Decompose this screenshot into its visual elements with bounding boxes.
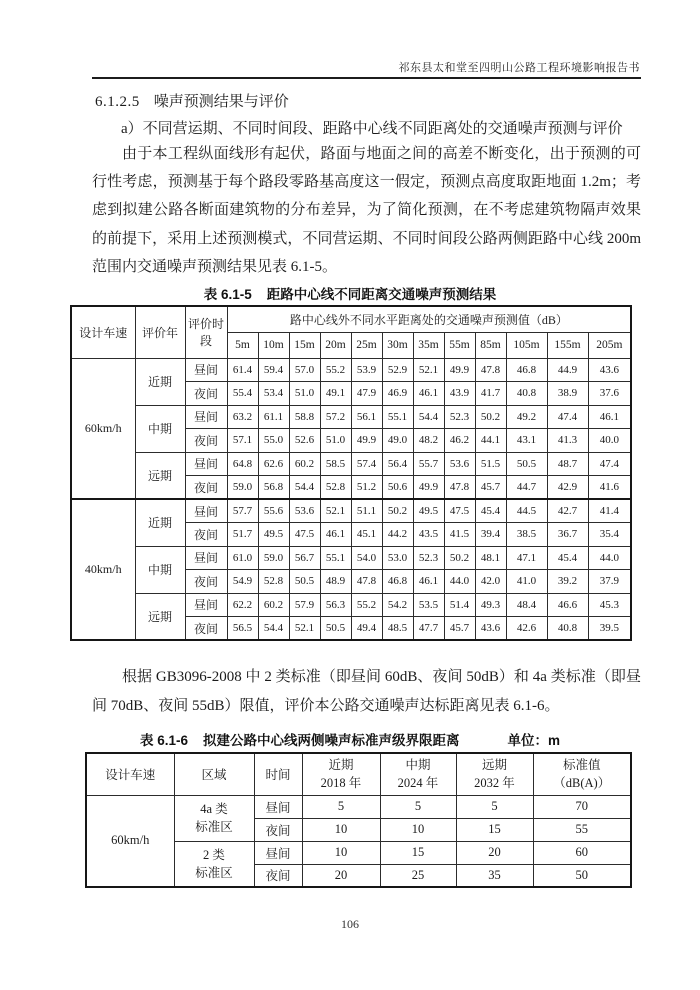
value-cell: 44.2 [382,523,413,547]
value-cell: 55.2 [320,358,351,382]
period-cell: 昼间 [185,499,227,523]
mid-term-header [380,753,456,795]
value-cell: 49.9 [351,429,382,453]
value-cell: 42.6 [506,617,547,641]
zone-cell [174,795,254,841]
value-cell: 52.1 [413,358,444,382]
value-cell: 54.4 [413,405,444,429]
value-cell: 53.9 [351,358,382,382]
value-cell: 56.4 [382,452,413,476]
value-cell: 51.1 [351,499,382,523]
value-cell: 60.2 [289,452,320,476]
value-cell: 56.7 [289,546,320,570]
header-divider [92,77,641,79]
distance-header: 20m [320,332,351,358]
value-cell: 46.1 [320,523,351,547]
value-cell: 49.9 [444,358,475,382]
zone-column-header: 区域 [174,753,254,795]
year-column-header: 评价年 [135,306,185,358]
value-cell: 48.4 [506,593,547,617]
value-cell: 61.1 [258,405,289,429]
value-cell: 47.7 [413,617,444,641]
value-cell: 55.4 [227,382,258,406]
distance-value-cell: 5 [380,795,456,818]
table-row [71,358,631,382]
value-cell: 42.9 [547,476,588,500]
value-cell: 50.5 [320,617,351,641]
value-cell: 54.0 [351,546,382,570]
value-cell: 37.6 [588,382,631,406]
value-cell: 46.2 [444,429,475,453]
value-cell: 51.4 [444,593,475,617]
period-cell: 昼间 [185,452,227,476]
near-term-label: 近期 [328,758,354,773]
value-cell: 64.8 [227,452,258,476]
zone-line-1: 4a 类 [200,801,228,816]
distance-header: 155m [547,332,588,358]
value-cell: 41.4 [588,499,631,523]
standard-value-unit: （dB(A)） [553,776,611,791]
value-cell: 47.5 [444,499,475,523]
value-cell: 55.7 [413,452,444,476]
table-row [71,452,631,476]
value-cell: 52.3 [444,405,475,429]
value-cell: 56.1 [351,405,382,429]
value-cell: 47.8 [351,570,382,594]
standard-value-header [533,753,631,795]
value-cell: 47.4 [547,405,588,429]
value-cell: 47.5 [289,523,320,547]
value-cell: 41.5 [444,523,475,547]
value-cell: 50.2 [475,405,506,429]
value-cell: 47.8 [444,476,475,500]
time-cell: 夜间 [254,864,302,887]
table-row [71,546,631,570]
standard-limit-table [85,752,632,888]
value-cell: 50.6 [382,476,413,500]
value-cell: 48.1 [475,546,506,570]
value-cell: 56.5 [227,617,258,641]
running-header: 祁东县太和堂至四明山公路工程环境影响报告书 [398,62,640,74]
standard-value-cell: 50 [533,864,631,887]
value-cell: 38.9 [547,382,588,406]
mid-term-year: 2024 年 [397,776,439,791]
distance-value-cell: 10 [380,818,456,841]
value-cell: 61.4 [227,358,258,382]
paragraph-2: 根据 GB3096-2008 中 2 类标准（即昼间 60dB、夜间 50dB）和 4a 类标准（即昼间 70dB、夜间 55dB）限值，评价本公路交通噪声达标距离见表 6.1-6。 [92,669,641,714]
value-cell: 52.1 [289,617,320,641]
value-cell: 61.0 [227,546,258,570]
speed-column-header: 设计车速 [86,753,174,795]
value-cell: 43.6 [588,358,631,382]
value-cell: 49.9 [413,476,444,500]
period-cell: 夜间 [185,617,227,641]
value-cell: 45.7 [475,476,506,500]
value-cell: 40.8 [506,382,547,406]
value-cell: 57.0 [289,358,320,382]
value-cell: 41.7 [475,382,506,406]
distance-header: 105m [506,332,547,358]
speed-cell: 60km/h [71,358,135,499]
table-6-1-6-caption [0,729,700,749]
speed-column-header: 设计车速 [71,306,135,358]
section-number: 6.1.2.5 [95,94,140,110]
table-6-1-5-caption-label: 表 6.1-5 [203,287,252,302]
value-cell: 52.6 [289,429,320,453]
value-cell: 44.0 [588,546,631,570]
value-cell: 53.4 [258,382,289,406]
value-cell: 47.4 [588,452,631,476]
value-cell: 43.5 [413,523,444,547]
value-cell: 43.9 [444,382,475,406]
value-cell: 54.4 [289,476,320,500]
value-cell: 46.1 [413,570,444,594]
table-row [71,405,631,429]
table-row [86,795,631,818]
period-cell: 昼间 [185,546,227,570]
value-cell: 62.2 [227,593,258,617]
value-cell: 51.7 [227,523,258,547]
value-cell: 50.2 [444,546,475,570]
year-cell: 近期 [135,358,185,405]
time-column-header: 时间 [254,753,302,795]
value-cell: 60.2 [258,593,289,617]
near-term-year: 2018 年 [320,776,362,791]
value-cell: 52.8 [258,570,289,594]
far-term-year: 2032 年 [474,776,515,791]
value-cell: 44.0 [444,570,475,594]
value-cell: 49.1 [320,382,351,406]
value-cell: 47.8 [475,358,506,382]
period-cell: 夜间 [185,382,227,406]
value-cell: 59.0 [258,546,289,570]
value-cell: 44.5 [506,499,547,523]
standard-value-cell: 55 [533,818,631,841]
period-cell: 昼间 [185,358,227,382]
distance-header: 30m [382,332,413,358]
year-cell: 远期 [135,593,185,640]
mid-term-label: 中期 [405,758,431,773]
page-number: 106 [341,917,359,931]
noise-prediction-table [70,305,632,641]
distance-value-cell: 20 [302,864,380,887]
value-cell: 42.7 [547,499,588,523]
distance-header: 205m [588,332,631,358]
far-term-header [456,753,533,795]
distance-value-cell: 20 [456,841,533,864]
value-cell: 49.3 [475,593,506,617]
year-cell: 中期 [135,405,185,452]
year-cell: 近期 [135,499,185,546]
value-cell: 55.2 [351,593,382,617]
table-row [71,499,631,523]
value-cell: 57.4 [351,452,382,476]
value-cell: 55.6 [258,499,289,523]
period-cell: 夜间 [185,570,227,594]
value-cell: 35.4 [588,523,631,547]
table-6-1-5-caption [0,283,700,303]
time-cell: 昼间 [254,795,302,818]
value-cell: 39.2 [547,570,588,594]
value-cell: 45.3 [588,593,631,617]
value-cell: 38.5 [506,523,547,547]
zone-cell [174,841,254,887]
distance-header: 25m [351,332,382,358]
time-cell: 夜间 [254,818,302,841]
year-cell: 中期 [135,546,185,593]
value-cell: 53.6 [289,499,320,523]
zone-line-2: 标准区 [195,865,233,880]
value-cell: 51.0 [320,429,351,453]
value-cell: 40.0 [588,429,631,453]
distance-header: 5m [227,332,258,358]
period-cell: 夜间 [185,523,227,547]
value-cell: 45.4 [547,546,588,570]
value-cell: 39.5 [588,617,631,641]
value-cell: 47.1 [506,546,547,570]
time-cell: 昼间 [254,841,302,864]
far-term-label: 远期 [481,758,507,773]
value-cell: 46.8 [382,570,413,594]
period-column-header: 评价时段 [185,306,227,358]
value-cell: 55.0 [258,429,289,453]
table-6-1-6-caption-label: 表 6.1-6 [139,733,188,748]
value-cell: 53.6 [444,452,475,476]
near-term-header [302,753,380,795]
value-cell: 46.8 [506,358,547,382]
value-cell: 53.5 [413,593,444,617]
standard-value-label: 标准值 [562,758,601,773]
value-cell: 45.4 [475,499,506,523]
value-cell: 48.9 [320,570,351,594]
value-cell: 51.0 [289,382,320,406]
section-title: 噪声预测结果与评价 [153,94,289,110]
section-heading [95,90,289,111]
zone-line-2: 标准区 [195,820,233,834]
distance-header: 55m [444,332,475,358]
subsection-a: a）不同营运期、不同时间段、距路中心线不同距离处的交通噪声预测与评价 [121,121,623,137]
value-cell: 49.2 [506,405,547,429]
value-cell: 36.7 [547,523,588,547]
value-cell: 43.1 [506,429,547,453]
distance-header: 35m [413,332,444,358]
distance-value-cell: 35 [456,864,533,887]
value-cell: 49.4 [351,617,382,641]
year-cell: 远期 [135,452,185,499]
value-cell: 44.9 [547,358,588,382]
value-cell: 46.1 [413,382,444,406]
distance-value-cell: 15 [456,818,533,841]
distance-value-cell: 15 [380,841,456,864]
speed-cell: 40km/h [71,499,135,640]
value-cell: 46.6 [547,593,588,617]
value-cell: 48.5 [382,617,413,641]
table-row [71,593,631,617]
value-cell: 56.8 [258,476,289,500]
value-cell: 52.8 [320,476,351,500]
value-cell: 62.6 [258,452,289,476]
value-cell: 50.2 [382,499,413,523]
value-cell: 49.0 [382,429,413,453]
value-cell: 56.3 [320,593,351,617]
value-cell: 39.4 [475,523,506,547]
period-cell: 夜间 [185,476,227,500]
value-cell: 49.5 [413,499,444,523]
distance-value-cell: 10 [302,818,380,841]
period-cell: 昼间 [185,405,227,429]
value-cell: 44.1 [475,429,506,453]
value-cell: 37.9 [588,570,631,594]
distance-header: 85m [475,332,506,358]
value-cell: 57.2 [320,405,351,429]
value-cell: 42.0 [475,570,506,594]
value-cell: 63.2 [227,405,258,429]
value-cell: 41.3 [547,429,588,453]
value-cell: 43.6 [475,617,506,641]
distance-span-header: 路中心线外不同水平距离处的交通噪声预测值（dB） [227,306,631,332]
value-cell: 48.7 [547,452,588,476]
value-cell: 51.2 [351,476,382,500]
value-cell: 53.0 [382,546,413,570]
unit-label: 单位：m [507,733,561,748]
value-cell: 59.4 [258,358,289,382]
value-cell: 57.7 [227,499,258,523]
distance-value-cell: 25 [380,864,456,887]
value-cell: 41.6 [588,476,631,500]
value-cell: 54.2 [382,593,413,617]
value-cell: 52.1 [320,499,351,523]
period-cell: 夜间 [185,429,227,453]
value-cell: 40.8 [547,617,588,641]
zone-line-1: 2 类 [203,847,225,862]
value-cell: 57.9 [289,593,320,617]
standard-value-cell: 70 [533,795,631,818]
value-cell: 54.4 [258,617,289,641]
standard-value-cell: 60 [533,841,631,864]
value-cell: 46.1 [588,405,631,429]
value-cell: 51.5 [475,452,506,476]
value-cell: 48.2 [413,429,444,453]
table-6-1-6-caption-title: 拟建公路中心线两侧噪声标准声级界限距离 [203,733,460,748]
value-cell: 46.9 [382,382,413,406]
value-cell: 55.1 [382,405,413,429]
value-cell: 49.5 [258,523,289,547]
value-cell: 45.7 [444,617,475,641]
value-cell: 55.1 [320,546,351,570]
value-cell: 58.8 [289,405,320,429]
value-cell: 58.5 [320,452,351,476]
value-cell: 45.1 [351,523,382,547]
paragraph-1: 由于本工程纵面线形有起伏，路面与地面之间的高差不断变化，出于预测的可行性考虑，预测基于每个路段零路基高度这一假定，预测点高度取距地面 1.2m；考虑到拟建公路各断面建筑物的分布差异，为了简化预测，在不考虑建筑物隔声效果的前提下，采用上述预测模式，不同营运期、不同时间段公路两侧距路中心线 200m 范围内交通噪声预测结果见表 6.1-5。 [92,146,641,275]
value-cell: 47.9 [351,382,382,406]
period-cell: 昼间 [185,593,227,617]
distance-value-cell: 5 [302,795,380,818]
value-cell: 59.0 [227,476,258,500]
distance-value-cell: 5 [456,795,533,818]
value-cell: 44.7 [506,476,547,500]
value-cell: 52.9 [382,358,413,382]
speed-cell: 60km/h [86,795,174,887]
value-cell: 50.5 [506,452,547,476]
value-cell: 57.1 [227,429,258,453]
distance-value-cell: 10 [302,841,380,864]
value-cell: 50.5 [289,570,320,594]
table-6-1-5-caption-title: 距路中心线不同距离交通噪声预测结果 [266,287,497,302]
value-cell: 52.3 [413,546,444,570]
distance-header: 10m [258,332,289,358]
value-cell: 54.9 [227,570,258,594]
value-cell: 41.0 [506,570,547,594]
distance-header: 15m [289,332,320,358]
